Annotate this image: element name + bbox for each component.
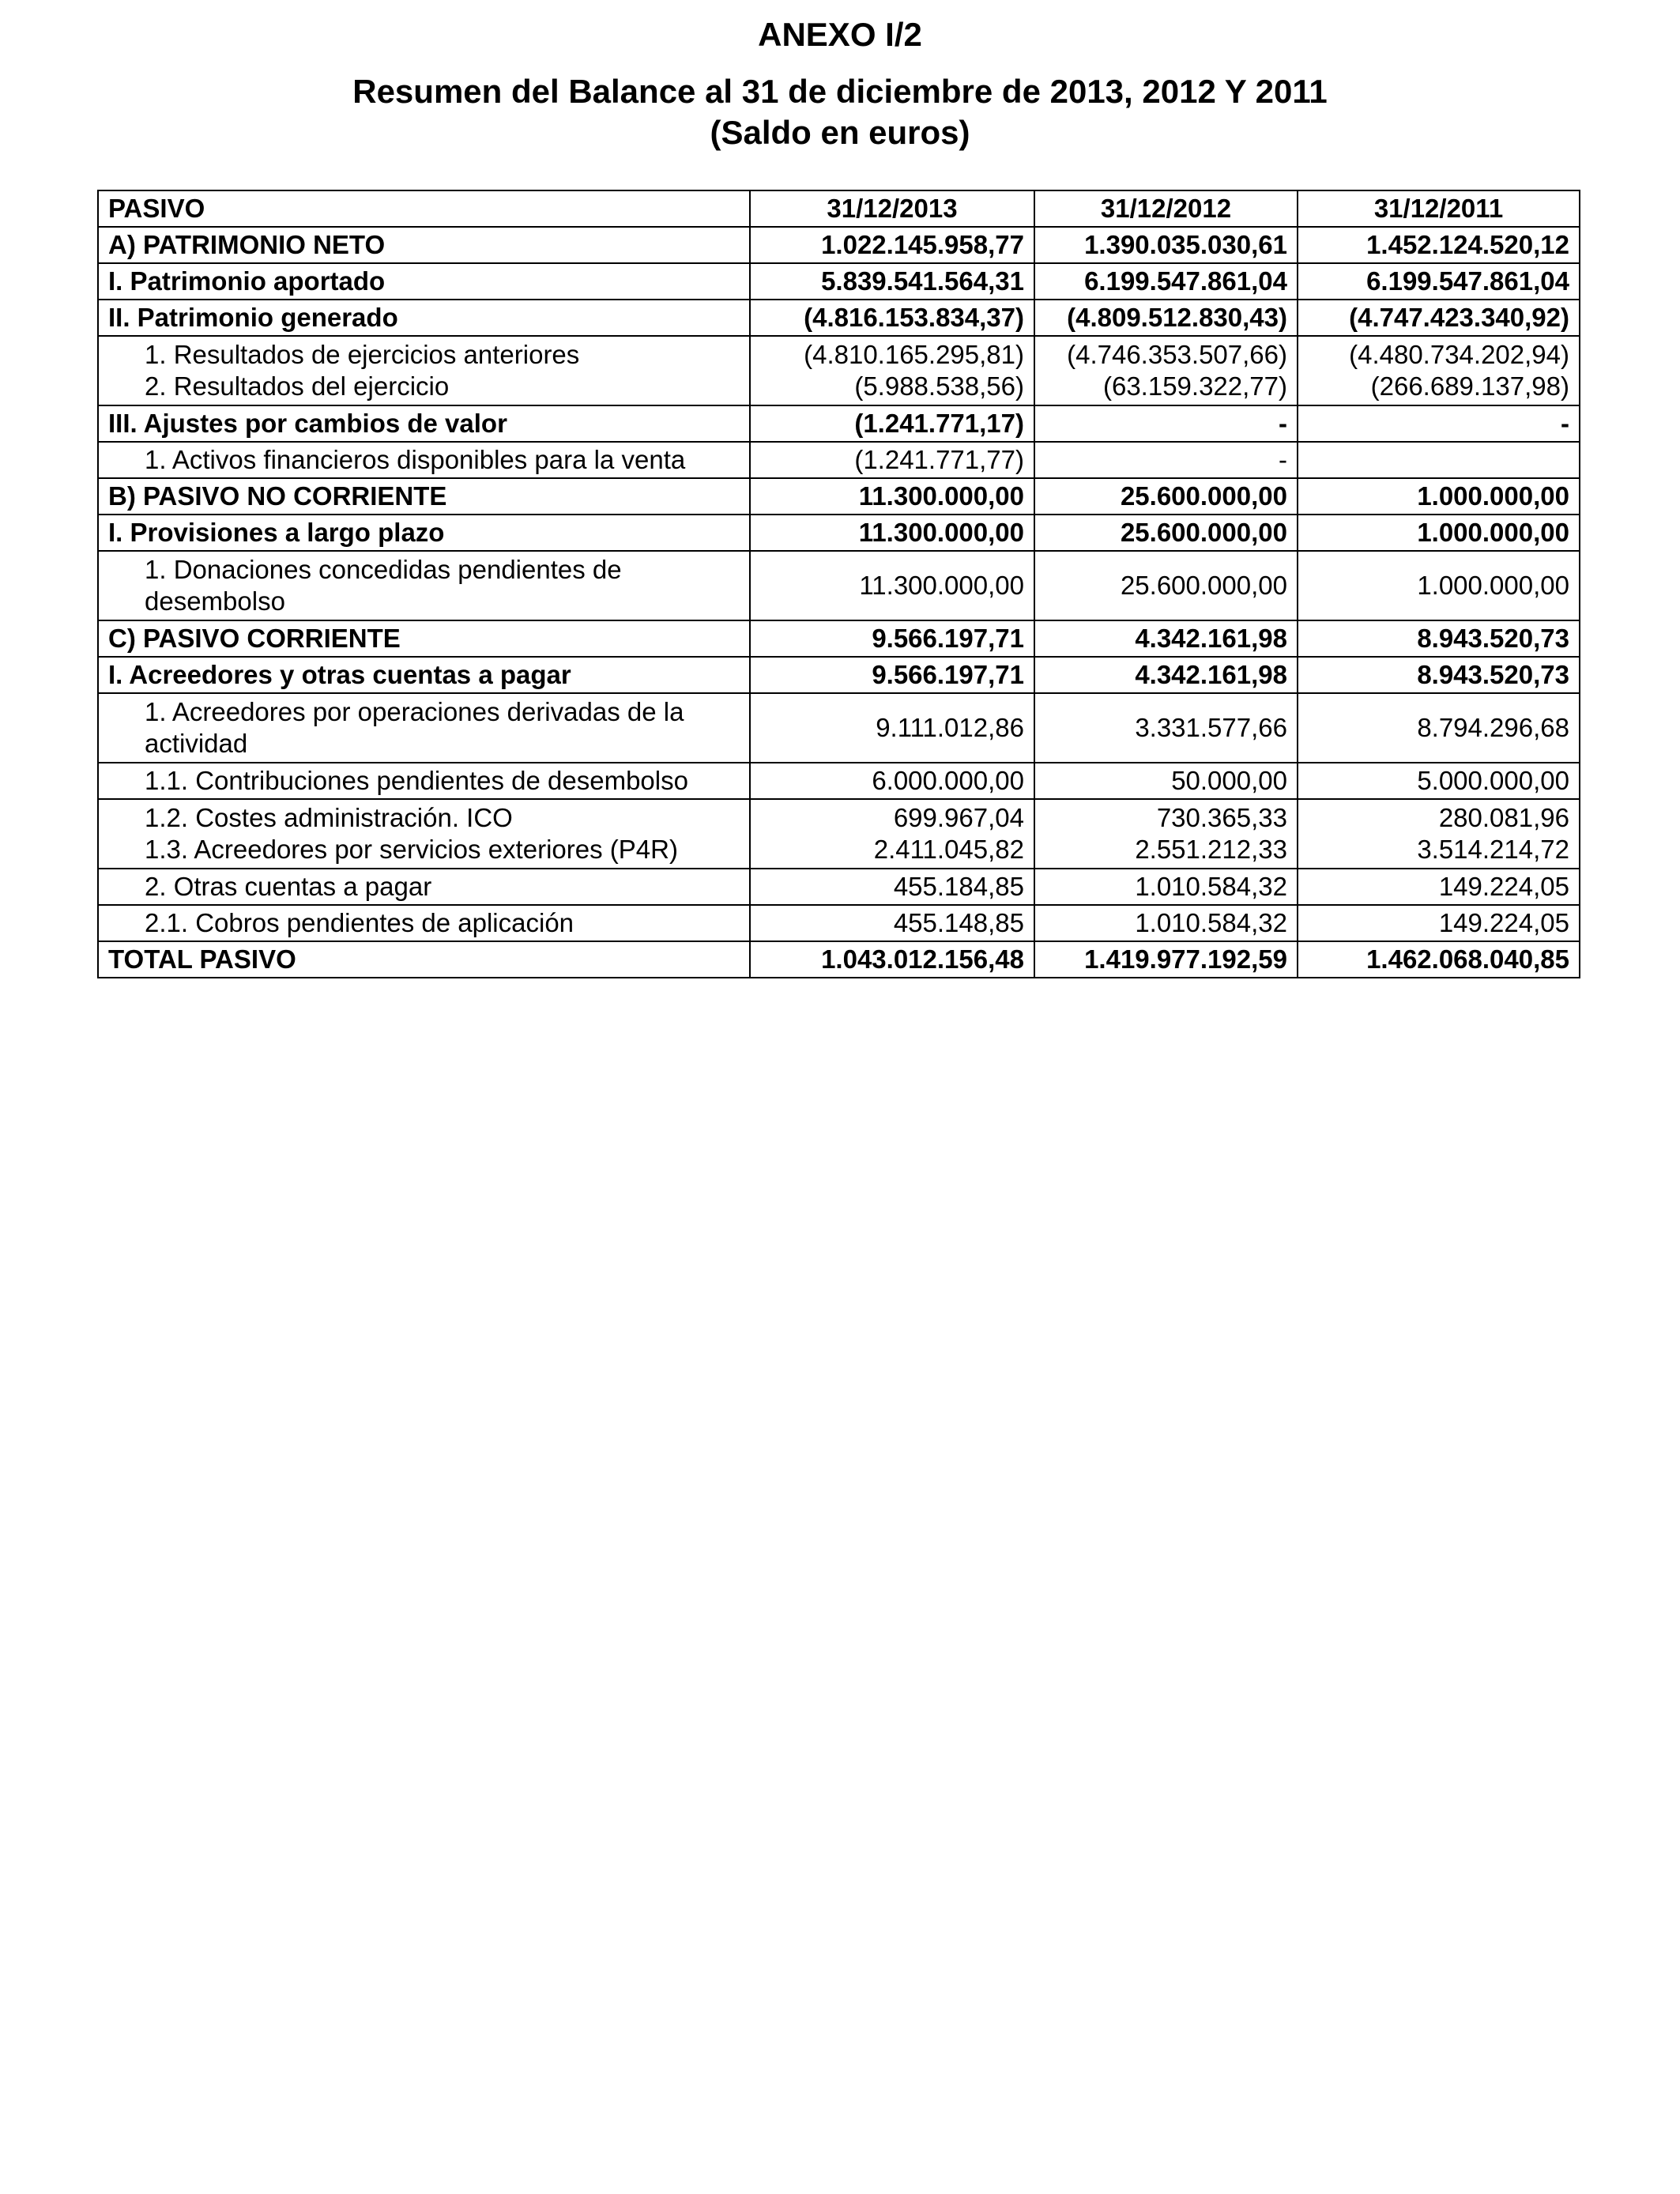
value-2011: 1.000.000,00 [1298,515,1580,551]
value-2011 [1298,336,1580,405]
table-row [98,442,1580,478]
value-2011 [1298,799,1580,869]
value-2013: 9.566.197,71 [750,657,1034,693]
value-line: (63.159.322,77) [1102,371,1287,401]
value-2013: 455.148,85 [750,905,1034,941]
value-2013: (1.241.771,17) [750,405,1034,442]
table-row [98,478,1580,515]
value-2011: 5.000.000,00 [1298,763,1580,799]
row-label-line: 1. Resultados de ejercicios anteriores [145,340,580,369]
value-2013: 1.043.012.156,48 [750,941,1034,978]
row-label: I. Patrimonio aportado [98,263,750,300]
row-label: 2.1. Cobros pendientes de aplicación [98,905,750,941]
table-row [98,657,1580,693]
value-2011: (4.747.423.340,92) [1298,300,1580,336]
value-2012: 25.600.000,00 [1034,551,1298,620]
value-2012 [1034,799,1298,869]
value-2013 [750,336,1034,405]
value-2013: 1.022.145.958,77 [750,227,1034,263]
value-2012: 4.342.161,98 [1034,620,1298,657]
value-2013: 9.566.197,71 [750,620,1034,657]
value-2011: 1.000.000,00 [1298,551,1580,620]
value-line: (4.810.165.295,81) [804,340,1024,369]
row-label: III. Ajustes por cambios de valor [98,405,750,442]
value-2012: 25.600.000,00 [1034,515,1298,551]
value-2012: 1.010.584,32 [1034,869,1298,905]
table-row [98,551,1580,620]
value-2012: 1.390.035.030,61 [1034,227,1298,263]
value-line: 2.411.045,82 [873,835,1024,864]
table-row [98,693,1580,763]
value-2012 [1034,336,1298,405]
value-2013: (1.241.771,77) [750,442,1034,478]
balance-liabilities-table [97,190,1580,978]
value-2013: 6.000.000,00 [750,763,1034,799]
row-label-line: 1.3. Acreedores por servicios exteriores (P4R) [145,835,678,864]
table-row [98,763,1580,799]
annex-title: ANEXO I/2 [758,16,922,53]
value-2013: 9.111.012,86 [750,693,1034,763]
value-line: 280.081,96 [1438,803,1569,832]
value-2012: 4.342.161,98 [1034,657,1298,693]
value-2013: 455.184,85 [750,869,1034,905]
value-line: (266.689.137,98) [1370,371,1569,401]
table-row [98,300,1580,336]
value-2013: 11.300.000,00 [750,515,1034,551]
table-header-row [98,190,1580,227]
table-row [98,799,1580,869]
value-2011: 149.224,05 [1298,869,1580,905]
row-label: 1. Donaciones concedidas pendientes de desembolso [98,551,750,620]
column-header-label: PASIVO [98,190,750,227]
value-2013: 11.300.000,00 [750,551,1034,620]
table-row [98,336,1580,405]
value-2011: 1.000.000,00 [1298,478,1580,515]
row-label [98,799,750,869]
value-2012: - [1034,442,1298,478]
row-label: II. Patrimonio generado [98,300,750,336]
row-label: I. Provisiones a largo plazo [98,515,750,551]
table-row [98,515,1580,551]
value-line: (5.988.538,56) [854,371,1024,401]
value-2012: 3.331.577,66 [1034,693,1298,763]
value-2011: 1.452.124.520,12 [1298,227,1580,263]
value-2012: (4.809.512.830,43) [1034,300,1298,336]
row-label-line: 1.2. Costes administración. ICO [145,803,513,832]
row-label: 2. Otras cuentas a pagar [98,869,750,905]
value-2013: (4.816.153.834,37) [750,300,1034,336]
row-label: 1. Activos financieros disponibles para la venta [98,442,750,478]
value-line: (4.746.353.507,66) [1067,340,1287,369]
value-line: 699.967,04 [893,803,1024,832]
value-line: 730.365,33 [1156,803,1287,832]
value-2012: 6.199.547.861,04 [1034,263,1298,300]
value-2011: 8.794.296,68 [1298,693,1580,763]
value-2011: 6.199.547.861,04 [1298,263,1580,300]
value-line: 2.551.212,33 [1135,835,1287,864]
table-row [98,405,1580,442]
row-label-line: 2. Resultados del ejercicio [145,371,450,401]
document-subtitle: (Saldo en euros) [710,114,970,151]
value-2011 [1298,442,1580,478]
value-2012: - [1034,405,1298,442]
value-2012: 1.010.584,32 [1034,905,1298,941]
value-line: 3.514.214,72 [1417,835,1569,864]
row-label: B) PASIVO NO CORRIENTE [98,478,750,515]
row-label: TOTAL PASIVO [98,941,750,978]
row-label: 1.1. Contribuciones pendientes de desembolso [98,763,750,799]
value-2011: 8.943.520,73 [1298,620,1580,657]
value-2012: 50.000,00 [1034,763,1298,799]
value-2011: 149.224,05 [1298,905,1580,941]
table-row [98,620,1580,657]
value-2011: - [1298,405,1580,442]
row-label: I. Acreedores y otras cuentas a pagar [98,657,750,693]
value-2013: 5.839.541.564,31 [750,263,1034,300]
table-row [98,905,1580,941]
value-line: (4.480.734.202,94) [1349,340,1569,369]
value-2013 [750,799,1034,869]
row-label [98,336,750,405]
table-row [98,227,1580,263]
value-2011: 1.462.068.040,85 [1298,941,1580,978]
table-row [98,869,1580,905]
column-header-2013: 31/12/2013 [750,190,1034,227]
row-label: C) PASIVO CORRIENTE [98,620,750,657]
document-title: Resumen del Balance al 31 de diciembre de 2013, 2012 Y 2011 [352,73,1328,110]
value-2012: 1.419.977.192,59 [1034,941,1298,978]
column-header-2012: 31/12/2012 [1034,190,1298,227]
row-label: 1. Acreedores por operaciones derivadas de la actividad [98,693,750,763]
value-2012: 25.600.000,00 [1034,478,1298,515]
table-row [98,263,1580,300]
total-row [98,941,1580,978]
row-label: A) PATRIMONIO NETO [98,227,750,263]
value-2013: 11.300.000,00 [750,478,1034,515]
column-header-2011: 31/12/2011 [1298,190,1580,227]
value-2011: 8.943.520,73 [1298,657,1580,693]
